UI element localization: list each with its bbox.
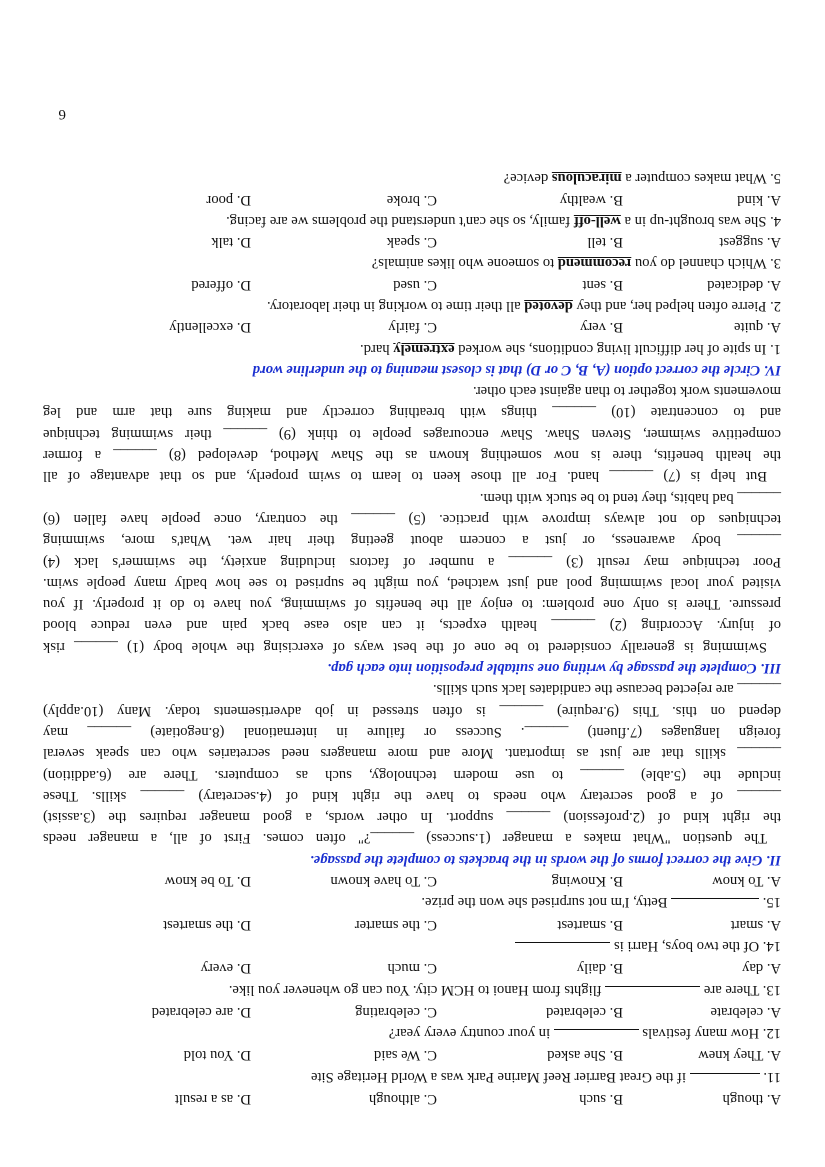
iv-q2-options-row xyxy=(43,273,781,294)
passage-line: foreign languages (7.fluent) ______. Success or failure in international (8.negotiate) ______ may xyxy=(43,723,781,740)
question-iv-1 xyxy=(43,337,781,358)
option-d: D. are celebrated xyxy=(151,1003,251,1020)
option-b: B. tell xyxy=(587,234,623,251)
option-a: A. kind xyxy=(737,191,781,208)
question-text: 1. In spite of her difficult living conditions, she worked xyxy=(458,340,781,357)
option-a: A. though xyxy=(722,1091,781,1107)
passage-line: pressure. There is only one problem: to enjoy all the benefits of swimming, you have to do it properly. If you xyxy=(43,596,781,613)
option-a: A. celebrate xyxy=(710,1003,781,1020)
question-text: Betty, I'm not surprised she won the prize. xyxy=(421,894,668,911)
iv-q4-options-row xyxy=(43,188,781,209)
option-b: B. such xyxy=(579,1091,623,1107)
option-c: C. much xyxy=(387,960,437,977)
question-text: 4. She was brought-up in a xyxy=(624,212,781,229)
answer-blank xyxy=(605,986,700,1001)
iv-q1-options-row xyxy=(43,316,781,337)
passage-line: competitive swimmer, Steven Shaw. Shaw encourages people to think (9) ______ their swimming technique xyxy=(43,425,781,442)
question-13 xyxy=(43,978,781,1000)
option-d: D. every xyxy=(200,960,251,977)
option-b: B. sent xyxy=(582,276,623,293)
option-d: D. To be know xyxy=(164,873,251,890)
question-text: 5. What makes computer a xyxy=(625,170,781,187)
passage-line: The question "What makes a manager (1.success) ______?" often comes. First of all, a manager needs xyxy=(43,830,767,847)
question-text: device? xyxy=(503,170,549,187)
option-c: C. celebrating xyxy=(355,1003,437,1020)
answer-blank xyxy=(690,1073,760,1088)
underlined-word: devoted xyxy=(524,298,573,315)
q11-options-row xyxy=(43,1044,781,1065)
option-b: B. daily xyxy=(576,960,623,977)
option-d: D. poor xyxy=(206,191,251,208)
option-a: A. suggest xyxy=(719,234,781,251)
question-iv-5 xyxy=(43,167,781,188)
option-c: C. fairly xyxy=(388,319,437,336)
passage-line: Swimming is generally considered to be one of the best ways of exercising the whole body (1) ______ risk xyxy=(43,638,767,655)
option-a: A. dedicated xyxy=(707,276,781,293)
passage-line: and to concentrate (10) ______ things with breathing correctly and making sure that arm and leg xyxy=(43,404,781,421)
question-text: 12. How many festivals xyxy=(642,1025,781,1042)
section-4-heading: IV. Circle the correct option (A, B, C or D) that is closest meaning to the underline word xyxy=(252,361,781,378)
option-d: D. excellently xyxy=(169,319,251,336)
passage-line: ______ body awareness, or just a concern about geeting their hair wet. What's more, swimming xyxy=(43,532,781,549)
question-15 xyxy=(43,891,781,913)
option-b: B. Knowing xyxy=(551,873,623,890)
question-text: 13. There are xyxy=(703,981,781,998)
option-c: C. To have known xyxy=(330,873,437,890)
passage-line: But help is (7) ______ hand. For all those keen to learn to swim properly, and so that advantage of all xyxy=(43,468,767,485)
option-a: A. To know xyxy=(712,873,781,890)
passage-line: ______ of a good secretary who needs to have the right kind of (4.secretary) ______ skills. These xyxy=(43,787,781,804)
passage-line: ______ are rejected because the candidates lack such skills. xyxy=(432,681,781,698)
section-2-heading: II. Give the correct forms of the words in the brackets to complete the passage. xyxy=(309,851,781,868)
option-c: C. broke xyxy=(386,191,437,208)
answer-blank xyxy=(554,1029,639,1044)
question-text: if the Great Barrier Reef Marine Park was a World Heritage Site xyxy=(310,1068,686,1085)
option-a: A. smart xyxy=(730,916,781,933)
option-b: B. celebrated xyxy=(546,1003,623,1020)
passage-line: ______ bad habits, they tend to be stuck with them. xyxy=(479,489,781,506)
answer-blank xyxy=(515,942,610,957)
option-c: C. used xyxy=(393,276,437,293)
question-text: flights from Hanoi to HCM city. You can go whenever you like. xyxy=(228,981,602,998)
option-d: D. as a result xyxy=(174,1091,251,1107)
answer-blank xyxy=(671,898,759,913)
option-c: C. the smarter xyxy=(354,916,437,933)
question-text: 3. Which channel do you xyxy=(634,255,781,272)
passage-line: depend on this. This (9.require) ______ is often stressed in job advertisements today. Many (10.apply) xyxy=(43,702,781,719)
option-c: C. speak xyxy=(386,234,437,251)
question-text: in your country every year? xyxy=(388,1025,551,1042)
question-text: family, so she can't understand the problems we are facing. xyxy=(226,212,571,229)
question-iv-2 xyxy=(43,295,781,316)
option-a: A. They knew xyxy=(698,1047,781,1064)
page-number: 6 xyxy=(58,106,66,122)
q15-options-row xyxy=(43,870,781,891)
option-a: A. day xyxy=(742,960,781,977)
q14-options-row xyxy=(43,913,781,934)
passage-line: include the (5.able) ______ to use modern technology, such as computers. There are (6.addition) xyxy=(43,766,781,783)
underlined-word: well-off xyxy=(573,212,621,229)
question-text: hard. xyxy=(360,340,390,357)
passage-line: visited your local swimming pool and just watched, you might be suprised to see how badly many people swim. xyxy=(43,574,781,591)
question-text: 2. Pierre often helped her, and they xyxy=(576,298,781,315)
option-d: D. talk xyxy=(211,234,251,251)
question-12 xyxy=(43,1022,781,1044)
option-d: D. offered xyxy=(191,276,251,293)
question-number: 15. xyxy=(762,894,781,911)
section-3-heading: III. Complete the passage by writing one suitable preposition into each gap. xyxy=(327,660,781,677)
passage-line: Poor technique may result (3) ______ a number of factors including anxiety, the swimmer's lack (4) xyxy=(43,553,781,570)
passage-line: the health benefits, there is now something known as the Shaw Method, developed (8) ______ a former xyxy=(43,447,781,464)
q12-options-row xyxy=(43,1001,781,1022)
option-b: B. She asked xyxy=(547,1047,623,1064)
passage-line: the right kind of (2.profession) ______ support. In other words, a good manager requires the (3.assist) xyxy=(43,809,781,826)
underlined-word: miraculous xyxy=(551,170,622,187)
q13-options-row xyxy=(43,957,781,978)
question-number: 11. xyxy=(763,1068,781,1085)
option-c: C. We said xyxy=(373,1047,437,1064)
question-iv-4 xyxy=(43,210,781,231)
document-content xyxy=(43,167,781,1109)
option-b: B. smartest xyxy=(557,916,623,933)
section-2-passage xyxy=(43,678,781,848)
option-d: D. You told xyxy=(183,1047,251,1064)
underlined-word: recommend xyxy=(557,255,632,272)
passage-line: techniques do not always improve with practice. (5) ______ the contrary, once people have fallen (6) xyxy=(43,510,781,527)
option-c: C. although xyxy=(368,1091,437,1107)
question-iv-3 xyxy=(43,252,781,273)
section-3-passage xyxy=(43,380,781,657)
question-text: to someone who likes animals? xyxy=(371,255,555,272)
option-d: D. the smartest xyxy=(163,916,251,933)
q10-options-row xyxy=(43,1088,781,1109)
question-text: 14. Of the two boys, Harri is xyxy=(614,937,781,954)
underlined-word: extremely xyxy=(393,340,455,357)
passage-line: of injury. According (2) ______ health expects, it can also ease back pain and even reduce blood xyxy=(43,617,781,634)
passage-line: movements work together to than against each other. xyxy=(472,383,781,400)
option-b: B. very xyxy=(580,319,623,336)
question-text: all their time to working in their laboratory. xyxy=(266,298,521,315)
option-b: B. wealthy xyxy=(559,191,623,208)
question-11 xyxy=(43,1065,781,1087)
question-14 xyxy=(43,935,781,957)
iv-q3-options-row xyxy=(43,231,781,252)
option-a: A. quite xyxy=(733,319,781,336)
passage-line: ______ skills that are just as important. More and more managers need secretaries who can speak several xyxy=(43,745,781,762)
